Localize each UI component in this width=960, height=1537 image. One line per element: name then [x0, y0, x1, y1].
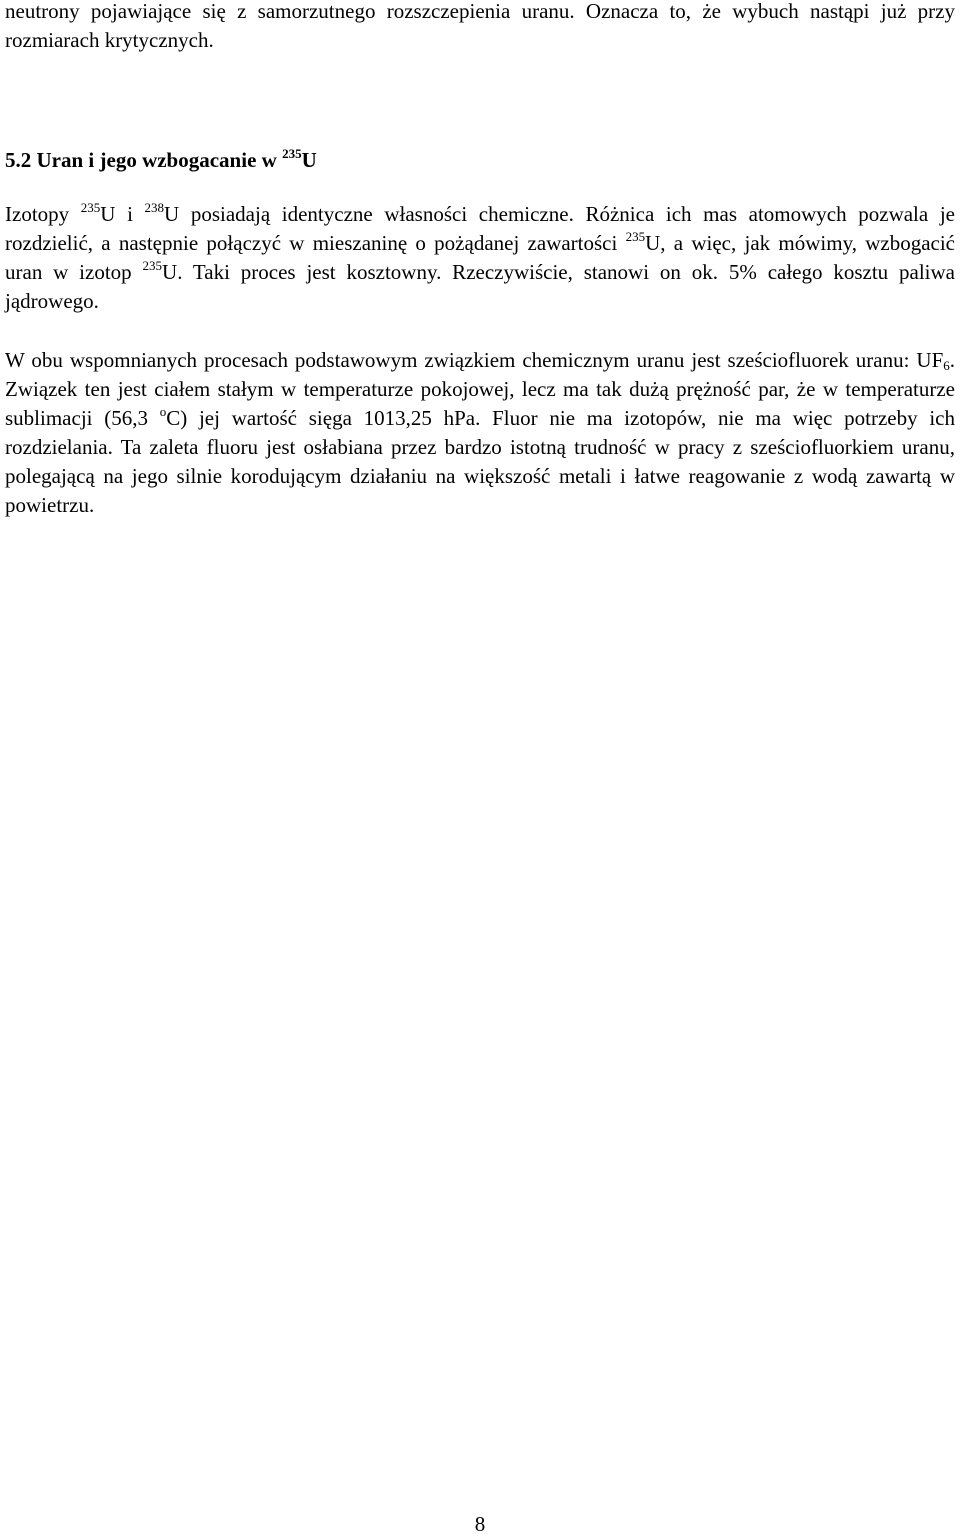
paragraph-continued — [5, 0, 955, 55]
section-heading-prefix: 5.2 Uran i jego wzbogacanie w — [5, 148, 283, 172]
page-number: 8 — [474, 1512, 486, 1536]
paragraph-isotopes — [5, 200, 955, 316]
isotopes-text-3: U posiadają identyczne własności chemiczne. Różnica ich mas atomowych pozwala je rozdzielić, a następnie połączyć w mieszaninę o pożądanej zawartości — [5, 202, 955, 255]
isotope-mass-superscript: 235 — [80, 200, 101, 215]
section-heading-isotope-mass: 235 — [282, 146, 302, 161]
isotope-mass-superscript: 235 — [625, 229, 646, 244]
uf6-text-1: W obu wspomnianych procesach podstawowym związkiem chemicznym uranu jest sześciofluorek uranu: UF — [5, 348, 944, 372]
paragraph-uf6 — [5, 346, 955, 520]
isotopes-text-2: U i — [100, 202, 145, 226]
uf6-text-2: . Związek ten jest ciałem stałym w temperaturze pokojowej, lecz ma tak dużą prężność par, że w temperaturze sublimacji (56,3 — [5, 348, 955, 430]
formula-subscript: 6 — [943, 358, 950, 373]
isotopes-text-1: Izotopy — [5, 202, 81, 226]
isotopes-text-5: U. Taki proces jest kosztowny. Rzeczywiście, stanowi on ok. 5% całego kosztu paliwa jądrowego. — [5, 260, 955, 313]
isotope-mass-superscript: 235 — [142, 258, 163, 273]
paragraph-continued-text: neutrony pojawiające się z samorzutnego rozszczepienia uranu. Oznacza to, że wybuch nastąpi już przy rozmiarach krytycznych. — [5, 0, 955, 52]
isotope-mass-superscript: 238 — [144, 200, 165, 215]
uf6-text-3: C) jej wartość sięga 1013,25 hPa. Fluor nie ma izotopów, nie ma więc potrzeby ich rozdzielania. Ta zaleta fluoru jest osłabiana przez bardzo istotną trudność w pracy z sześciofluorkiem uranu, polegającą na jego silnie korodującym działaniu na większość metali i łatwe reagowanie z wodą zawartą w powietrzu. — [5, 406, 955, 517]
section-heading-symbol: U — [301, 148, 317, 172]
degree-superscript: o — [159, 404, 167, 419]
isotopes-text-4: U, a więc, jak mówimy, wzbogacić uran w izotop — [5, 231, 955, 284]
section-heading — [5, 146, 317, 175]
